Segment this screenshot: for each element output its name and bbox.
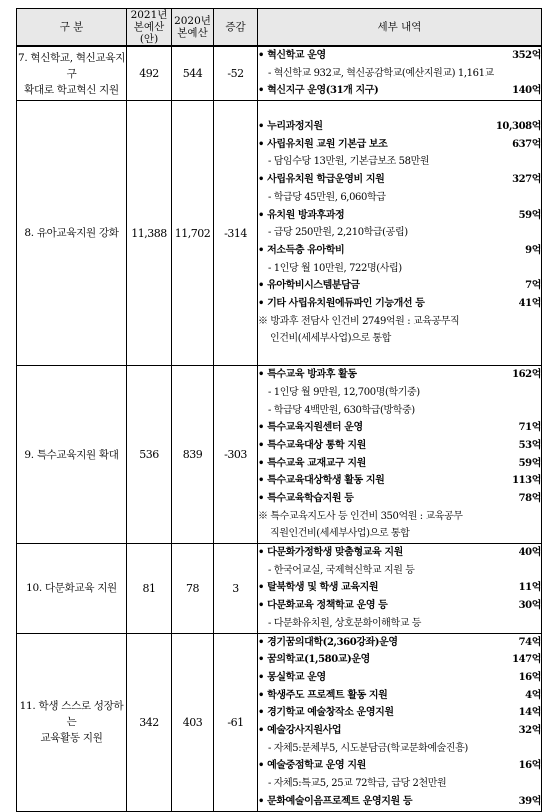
detail-line (258, 153, 541, 171)
detail-text: - 1인당 월 9만원, 12,700명(학기중) (268, 387, 420, 398)
details-cell (258, 46, 542, 101)
budget-2020-cell: 839 (172, 366, 214, 544)
change-cell: 3 (214, 544, 258, 633)
detail-line (258, 82, 541, 100)
details-cell (258, 366, 542, 544)
budget-2020-cell: 11,702 (172, 101, 214, 366)
detail-line (258, 224, 541, 242)
detail-amount: 352억 (510, 47, 541, 65)
detail-amount: 78억 (517, 490, 541, 508)
detail-amount: 41억 (517, 295, 541, 313)
detail-line (258, 260, 541, 278)
detail-amount: 39억 (517, 793, 541, 811)
change-cell: -303 (214, 366, 258, 544)
detail-text: • 몽실학교 운영 (258, 672, 326, 683)
table-row (17, 633, 542, 811)
budget-2021-cell: 536 (127, 366, 172, 544)
budget-table (16, 8, 542, 812)
detail-line (258, 579, 541, 597)
detail-text: • 유아학비시스템분담금 (258, 280, 360, 291)
detail-line (258, 402, 541, 420)
table-row (17, 101, 542, 366)
category-cell (17, 633, 127, 811)
detail-text: - 1인당 월 10만원, 722명(사립) (268, 263, 402, 274)
header-budget-2020 (172, 9, 214, 47)
change-cell: -314 (214, 101, 258, 366)
detail-text: • 경기꿈의대학(2,360강좌)운영 (258, 637, 398, 648)
header-budget-2021-year: 2021년 (130, 9, 168, 21)
detail-line (258, 634, 541, 652)
detail-text: • 사립유치원 학급운영비 지원 (258, 174, 384, 185)
detail-line (258, 562, 541, 580)
detail-text: - 급당 250만원, 2,210학급(공립) (268, 227, 408, 238)
budget-2020-cell: 403 (172, 633, 214, 811)
change-cell: -52 (214, 46, 258, 101)
header-budget-2020-year: 2020년 (174, 15, 211, 27)
budget-2020-cell: 544 (172, 46, 214, 101)
detail-line (258, 207, 541, 225)
detail-amount: 10,308억 (494, 118, 541, 136)
category-cell (17, 366, 127, 544)
category-label: 7. 혁신학교, 혁신교육지구 (17, 51, 126, 80)
detail-amount: 16억 (517, 757, 541, 775)
detail-line (258, 295, 541, 313)
details-cell (258, 544, 542, 633)
budget-2021-cell: 342 (127, 633, 172, 811)
detail-line (258, 384, 541, 402)
detail-amount: 16억 (517, 669, 541, 687)
detail-text: - 다문화유치원, 상호문화이해학교 등 (268, 618, 421, 629)
budget-2021-cell: 11,388 (127, 101, 172, 366)
detail-text: ※ 방과후 전담사 인건비 2749억원 : 교육공무직 (258, 316, 459, 327)
header-budget-2021 (127, 9, 172, 47)
header-category: 구 분 (17, 9, 127, 47)
detail-amount: 162억 (510, 366, 541, 384)
detail-amount: 637억 (510, 136, 541, 154)
detail-line (258, 313, 541, 331)
detail-text: • 문화예술이음프로젝트 운영지원 등 (258, 796, 412, 807)
detail-amount: 32억 (517, 722, 541, 740)
detail-line (258, 508, 541, 526)
detail-amount: 4억 (523, 687, 541, 705)
detail-text: - 학급당 4백만원, 630학급(방학중) (268, 405, 415, 416)
detail-amount: 113억 (510, 472, 541, 490)
detail-amount: 7억 (523, 277, 541, 295)
detail-amount: 327억 (510, 171, 541, 189)
detail-line (258, 651, 541, 669)
table-body (17, 46, 542, 811)
detail-line (258, 490, 541, 508)
detail-amount: 40억 (517, 544, 541, 562)
detail-text: - 담임수당 13만원, 기본급보조 58만원 (268, 156, 429, 167)
detail-text: • 탈북학생 및 학생 교육지원 (258, 582, 378, 593)
detail-amount: 74억 (517, 634, 541, 652)
detail-amount: 53억 (517, 437, 541, 455)
detail-text: - 한국어교실, 국제혁신학교 지원 등 (268, 565, 415, 576)
detail-amount: 59억 (517, 207, 541, 225)
header-details: 세부 내역 (258, 9, 542, 47)
detail-text: • 다문화가정학생 맞춤형교육 지원 (258, 547, 403, 558)
table-row (17, 366, 542, 544)
detail-text: • 예술중점학교 운영 지원 (258, 760, 366, 771)
detail-line (258, 136, 541, 154)
detail-line (258, 242, 541, 260)
detail-text: • 특수교육 교재교구 지원 (258, 458, 366, 469)
detail-line (258, 65, 541, 83)
detail-amount: 14억 (517, 704, 541, 722)
header-budget-2020-label: 본예산 (177, 27, 208, 39)
detail-line (258, 669, 541, 687)
detail-text: • 경기학교 예술창작소 운영지원 (258, 707, 394, 718)
detail-text: • 유치원 방과후과정 (258, 210, 344, 221)
detail-text: • 특수교육대상 통학 지원 (258, 440, 366, 451)
detail-line (258, 757, 541, 775)
category-cell (17, 544, 127, 633)
detail-text: • 기타 사립유치원에듀파인 기능개선 등 (258, 298, 424, 309)
detail-text: • 혁신학교 운영 (258, 50, 326, 61)
detail-text: • 다문화교육 정책학교 운영 등 (258, 600, 387, 611)
detail-text: - 혁신학교 932교, 혁신공감학교(예산지원교) 1,161교 (268, 68, 494, 79)
detail-text: • 특수교육학습지원 등 (258, 493, 354, 504)
header-budget-2021-label: 본예산(안) (133, 21, 165, 45)
detail-amount: 147억 (510, 651, 541, 669)
detail-amount: 30억 (517, 597, 541, 615)
detail-line (258, 775, 541, 793)
category-label: 11. 학생 스스로 성장하는 (19, 700, 124, 728)
detail-line (258, 118, 541, 136)
detail-amount: 11억 (517, 579, 541, 597)
table-row (17, 544, 542, 633)
detail-line (258, 687, 541, 705)
detail-line (258, 544, 541, 562)
detail-text: - 자체5:특교5, 25교 72학급, 급당 2천만원 (268, 778, 446, 789)
detail-text: • 꿈의학교(1,580교)운영 (258, 654, 370, 665)
category-label: 10. 다문화교육 지원 (26, 582, 117, 595)
detail-line (258, 330, 541, 348)
table-header (17, 9, 542, 47)
category-cell (17, 46, 127, 101)
detail-text: ※ 특수교육지도사 등 인건비 350억원 : 교육공무 (258, 511, 463, 522)
detail-line (258, 740, 541, 758)
detail-text: 인건비(세세부사업)으로 통합 (270, 333, 391, 345)
detail-text: • 특수교육대상학생 활동 지원 (258, 475, 384, 486)
detail-text: • 누리과정지원 (258, 121, 323, 132)
category-label: 8. 유아교육지원 강화 (24, 227, 119, 240)
change-cell: -61 (214, 633, 258, 811)
detail-text: • 특수교육지원센터 운영 (258, 422, 363, 433)
detail-amount: 140억 (510, 82, 541, 100)
budget-2020-cell: 78 (172, 544, 214, 633)
detail-line (258, 171, 541, 189)
header-change: 증감 (214, 9, 258, 47)
details-cell (258, 633, 542, 811)
detail-amount: 71억 (517, 419, 541, 437)
detail-amount: 9억 (523, 242, 541, 260)
budget-2021-cell: 492 (127, 46, 172, 101)
detail-line (258, 597, 541, 615)
category-label: 교육활동 지원 (40, 732, 103, 744)
detail-line (258, 437, 541, 455)
detail-line (258, 277, 541, 295)
category-cell (17, 101, 127, 366)
detail-text: • 사립유치원 교원 기본급 보조 (258, 139, 387, 150)
detail-line (258, 189, 541, 207)
detail-line (258, 525, 541, 543)
detail-text: • 저소득층 유아학비 (258, 245, 344, 256)
detail-line (258, 704, 541, 722)
category-label: 확대로 학교혁신 지원 (24, 83, 119, 96)
budget-2021-cell: 81 (127, 544, 172, 633)
table-row (17, 46, 542, 101)
category-label: 9. 특수교육지원 확대 (24, 448, 119, 461)
detail-text: • 예술강사지원사업 (258, 725, 341, 736)
detail-line (258, 47, 541, 65)
detail-line (258, 419, 541, 437)
detail-text: • 특수교육 방과후 활동 (258, 369, 357, 380)
detail-line (258, 722, 541, 740)
detail-line (258, 366, 541, 384)
detail-line (258, 472, 541, 490)
detail-line (258, 615, 541, 633)
detail-text: • 혁신지구 운영(31개 지구) (258, 85, 378, 96)
detail-amount: 59억 (517, 455, 541, 473)
detail-line (258, 455, 541, 473)
details-cell (258, 101, 542, 366)
detail-text: - 자체5:문체부5, 시도분담금(학교문화예술진흥) (268, 743, 468, 754)
detail-text: 직원인건비(세세부사업)으로 통합 (270, 528, 410, 540)
detail-text: • 학생주도 프로젝트 활동 지원 (258, 690, 387, 701)
detail-line (258, 793, 541, 811)
detail-text: - 학급당 45만원, 6,060학급 (268, 192, 385, 203)
